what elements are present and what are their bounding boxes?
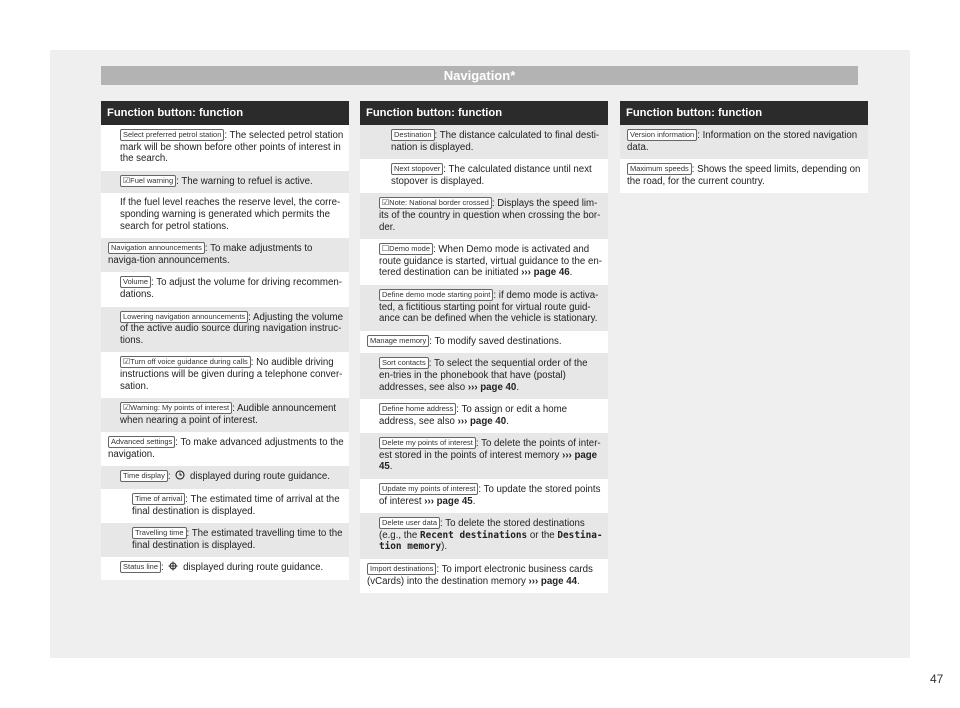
function-button-label: Destination [391, 129, 435, 141]
table-row [360, 399, 608, 433]
function-table-2 [360, 101, 608, 593]
table-row [101, 238, 349, 272]
function-button-label: ☑ Note: National border crossed [379, 197, 492, 209]
page-reference: ››› page 46 [521, 267, 570, 279]
colon: : [161, 562, 164, 574]
function-button-label: ☐ Demo mode [379, 243, 433, 255]
table-row [101, 193, 349, 238]
function-button-label: Advanced settings [108, 436, 175, 448]
row-text: : Displays the speed lim-its of the country in question when crossing the bor-der. [379, 198, 601, 233]
punctuation: . [577, 575, 580, 587]
function-button-label: Travelling time [132, 527, 187, 539]
table-row [101, 489, 349, 523]
row-text: : The estimated time of arrival at the final destination is displayed. [132, 494, 340, 517]
crosshair-icon [168, 561, 178, 571]
table-row [360, 433, 608, 479]
row-text: : To adjust the volume for driving recommen-dations. [120, 277, 342, 300]
table-row [101, 523, 349, 557]
row-text: : The distance calculated to final desti-nation is displayed. [391, 130, 600, 153]
page-reference: ››› page 45 [424, 495, 473, 507]
function-table-1 [101, 101, 349, 580]
row-text: : Adjusting the volume of the active audio source during navigation instruc-tions. [120, 311, 343, 346]
row-text: : To make adjustments to naviga-tion announcements. [108, 243, 313, 266]
punctuation: . [506, 415, 509, 427]
row-text: If the fuel level reaches the reserve level, the corre-sponding warning is generated which permits the search for petrol stations. [120, 197, 341, 232]
function-button-label: Status line [120, 561, 161, 573]
function-button-label: Import destinations [367, 563, 436, 575]
row-text: : To make advanced adjustments to the navigation. [108, 437, 344, 460]
table-row [101, 466, 349, 489]
table-row [360, 331, 608, 354]
function-button-label: Sort contacts [379, 357, 429, 369]
function-button-label: ☑ Warning: My points of interest [120, 402, 232, 414]
row-text: : To import electronic business cards (vCards) into the destination memory [367, 564, 593, 587]
manual-page [50, 50, 944, 686]
function-button-label: Lowering navigation announcements [120, 311, 248, 323]
menu-name: Destina-tion memory [379, 529, 603, 553]
punctuation: . [569, 267, 573, 279]
punctuation: . [472, 495, 476, 507]
function-button-label: Define home address [379, 403, 456, 415]
row-text: : To update the stored points of interest [379, 484, 601, 507]
table-row [360, 285, 608, 331]
table-row [101, 432, 349, 466]
colon: : [167, 471, 171, 483]
menu-name: Recent destinations [419, 529, 528, 541]
function-table-3 [620, 101, 868, 193]
table-row [101, 171, 349, 194]
page-reference: ››› page 44 [528, 575, 577, 587]
table-heading: Function button: function [620, 101, 868, 125]
table-heading: Function button: function [101, 101, 349, 125]
table-row [101, 272, 349, 306]
row-text: : No audible driving instructions will be given during a telephone conver-sation. [120, 357, 343, 392]
table-row [360, 353, 608, 399]
page-reference: ››› page 40 [457, 415, 507, 427]
punctuation: . [516, 381, 520, 393]
table-row [101, 398, 349, 432]
row-text: : Information on the stored navigation data. [627, 130, 858, 153]
function-button-label: Delete user data [379, 517, 440, 529]
function-button-label: Navigation announcements [108, 242, 205, 254]
table-row [360, 159, 608, 193]
row-text: : if demo mode is activa-ted, a fictitious starting point for virtual route guid-ance can be defined when the vehicle is stationary. [379, 289, 599, 325]
table-row [101, 352, 349, 398]
row-text: : The warning to refuel is active. [176, 175, 313, 187]
table-row [360, 193, 608, 239]
table-row [360, 239, 608, 285]
function-button-label: Define demo mode starting point [379, 289, 493, 301]
row-text: displayed during route guidance. [183, 562, 324, 574]
function-button-label: Time of arrival [132, 493, 185, 505]
table-row [101, 557, 349, 580]
row-text: : The selected petrol station mark will be shown before other points of interest in the search. [120, 130, 344, 165]
table-heading: Function button: function [360, 101, 608, 125]
table-row [360, 125, 608, 159]
table-row [360, 559, 608, 593]
table-row [101, 125, 349, 171]
function-button-label: Maximum speeds [627, 163, 692, 175]
function-button-label: Next stopover [391, 163, 443, 175]
function-button-label: Volume [120, 276, 151, 288]
row-text: or the [529, 529, 555, 541]
row-text: displayed during route guidance. [189, 471, 330, 483]
row-text: : Shows the speed limits, depending on the road, for the current country. [627, 164, 861, 187]
table-row [360, 479, 608, 513]
function-button-label: ☑ Turn off voice guidance during calls [120, 356, 251, 368]
punctuation: . [389, 461, 393, 473]
punctuation: ). [441, 541, 448, 553]
row-text: : To modify saved destinations. [429, 335, 562, 347]
row-text: : To delete the points of inter-est stored in the points of interest memory [379, 438, 601, 461]
clock-icon [175, 470, 185, 480]
row-text: : When Demo mode is activated and route guidance is started, virtual guidance to the en-tered destination can be initiated [379, 244, 602, 279]
function-button-label: Manage memory [367, 335, 429, 347]
page-number: 47 [930, 672, 944, 686]
section-header: Navigation* [101, 66, 858, 85]
row-text: : To delete the stored destinations (e.g., the [379, 518, 585, 541]
function-button-label: Select preferred petrol station [120, 129, 224, 141]
table-row [620, 159, 868, 193]
page-reference: ››› page 40 [467, 381, 517, 393]
function-button-label: Update my points of interest [379, 483, 478, 495]
row-text: : The estimated travelling time to the final destination is displayed. [132, 528, 343, 551]
function-button-label: ☑ Fuel warning [120, 175, 176, 187]
function-button-label: Version information [627, 129, 697, 141]
table-row [360, 513, 608, 559]
table-row [620, 125, 868, 159]
function-button-label: Delete my points of interest [379, 437, 476, 449]
table-row [101, 307, 349, 353]
row-text: : Audible announcement when nearing a point of interest. [120, 403, 337, 426]
row-text: : The calculated distance until next stopover is displayed. [391, 164, 592, 187]
row-text: : To assign or edit a home address, see also [379, 404, 568, 427]
row-text: : To select the sequential order of the en-tries in the phonebook that have (postal) addresses, see also [379, 358, 588, 393]
page-reference: ››› page 45 [379, 449, 598, 473]
function-button-label: Time display [120, 470, 168, 482]
